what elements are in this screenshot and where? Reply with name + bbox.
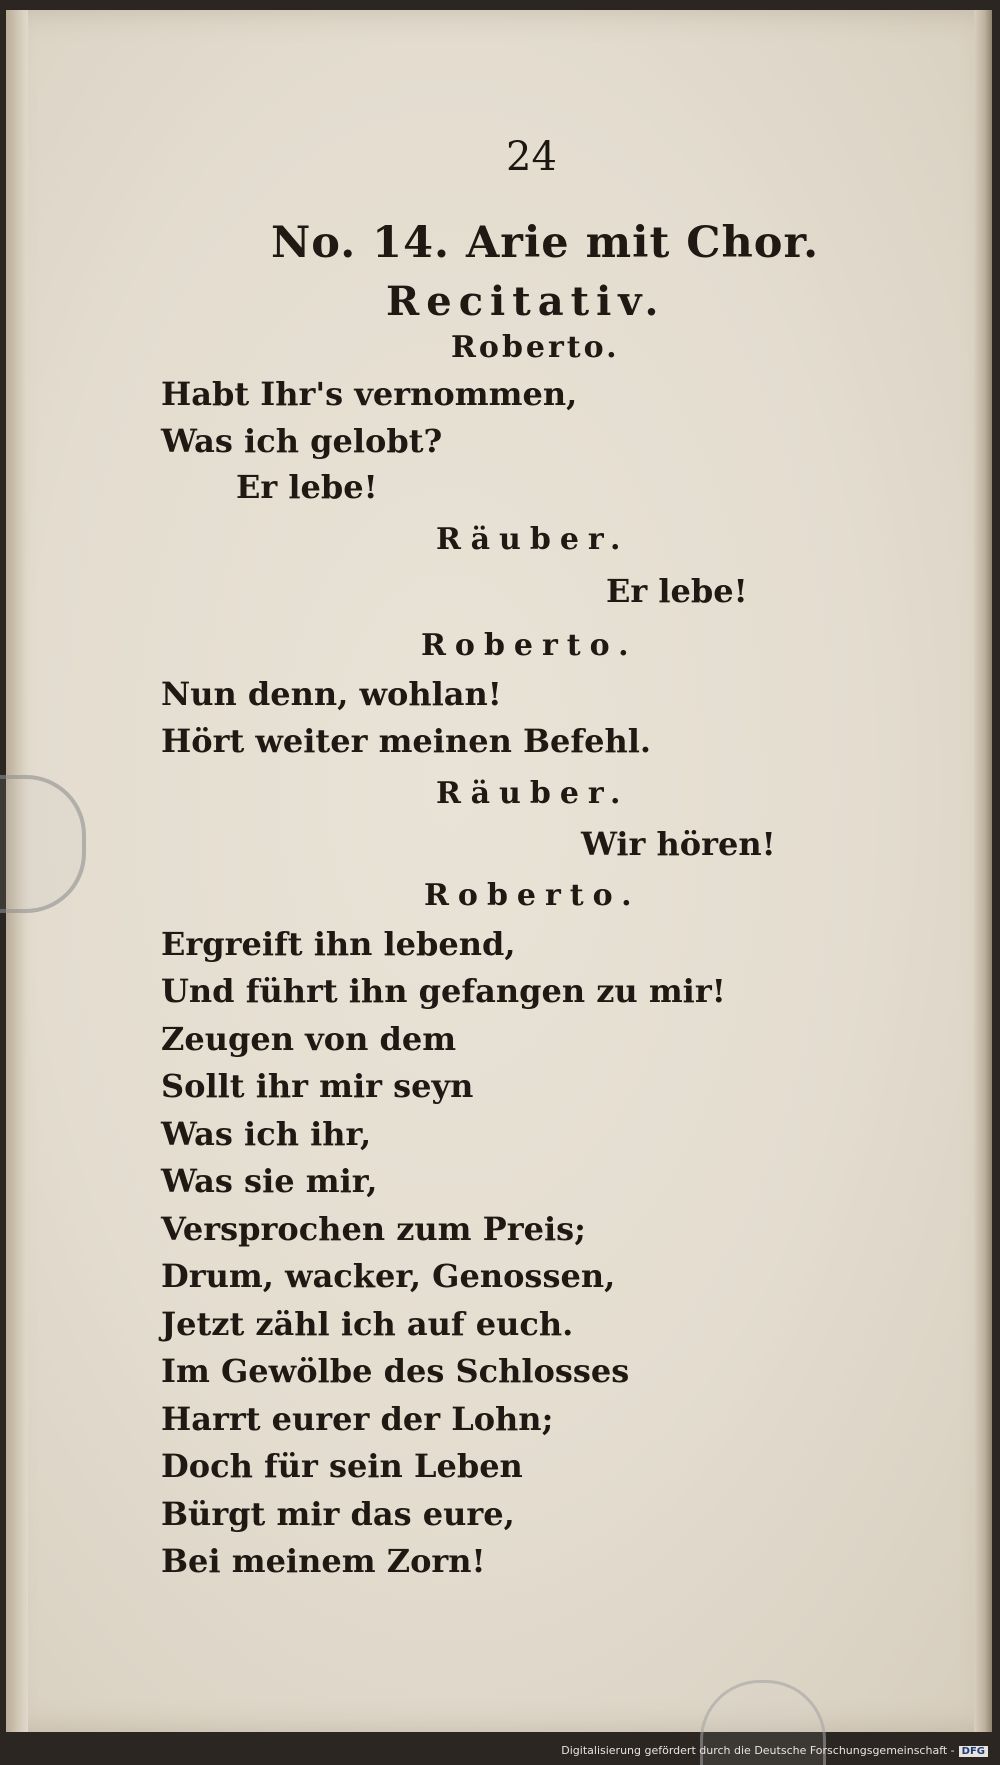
page-number: 24 <box>506 134 557 180</box>
verse-line: Wir hören! <box>581 825 776 863</box>
verse-line: Zeugen von dem <box>161 1020 457 1058</box>
verse-line: Harrt eurer der Lohn; <box>161 1400 554 1438</box>
verse-line: Er lebe! <box>606 572 748 610</box>
speaker-label: Roberto. <box>424 878 641 913</box>
speaker-label: Räuber. <box>436 776 630 811</box>
speaker-label: Roberto. <box>421 628 638 663</box>
verse-line: Was ich gelobt? <box>161 422 443 460</box>
verse-line: Was ich ihr, <box>161 1115 372 1153</box>
verse-line: Hört weiter meinen Befehl. <box>161 722 652 760</box>
verse-line: Doch für sein Leben <box>161 1447 523 1485</box>
credit-text: Digitalisierung gefördert durch die Deutsche Forschungsgemeinschaft - <box>561 1744 955 1757</box>
verse-line: Versprochen zum Preis; <box>161 1210 586 1248</box>
page-fore-edge <box>974 10 992 1732</box>
verse-line: Ergreift ihn lebend, <box>161 925 516 963</box>
verse-line: Im Gewölbe des Schlosses <box>161 1352 630 1390</box>
verse-line: Nun denn, wohlan! <box>161 675 502 713</box>
verse-line: Jetzt zähl ich auf euch. <box>161 1305 574 1343</box>
book-page <box>6 10 992 1732</box>
verse-line: Was sie mir, <box>161 1162 378 1200</box>
speaker-label: Räuber. <box>436 522 630 557</box>
verse-line: Er lebe! <box>236 468 378 506</box>
dfg-logo: DFG <box>959 1746 988 1757</box>
speaker-label: Roberto. <box>451 330 620 365</box>
verse-line: Bürgt mir das eure, <box>161 1495 515 1533</box>
verse-line: Und führt ihn gefangen zu mir! <box>161 972 726 1010</box>
verse-line: Habt Ihr's vernommen, <box>161 375 578 413</box>
section-subheading: Recitativ. <box>386 278 666 325</box>
verse-line: Drum, wacker, Genossen, <box>161 1257 616 1295</box>
section-heading: No. 14. Arie mit Chor. <box>271 218 820 268</box>
verse-line: Sollt ihr mir seyn <box>161 1067 474 1105</box>
digitization-credit <box>561 1744 988 1757</box>
verse-line: Bei meinem Zorn! <box>161 1542 486 1580</box>
